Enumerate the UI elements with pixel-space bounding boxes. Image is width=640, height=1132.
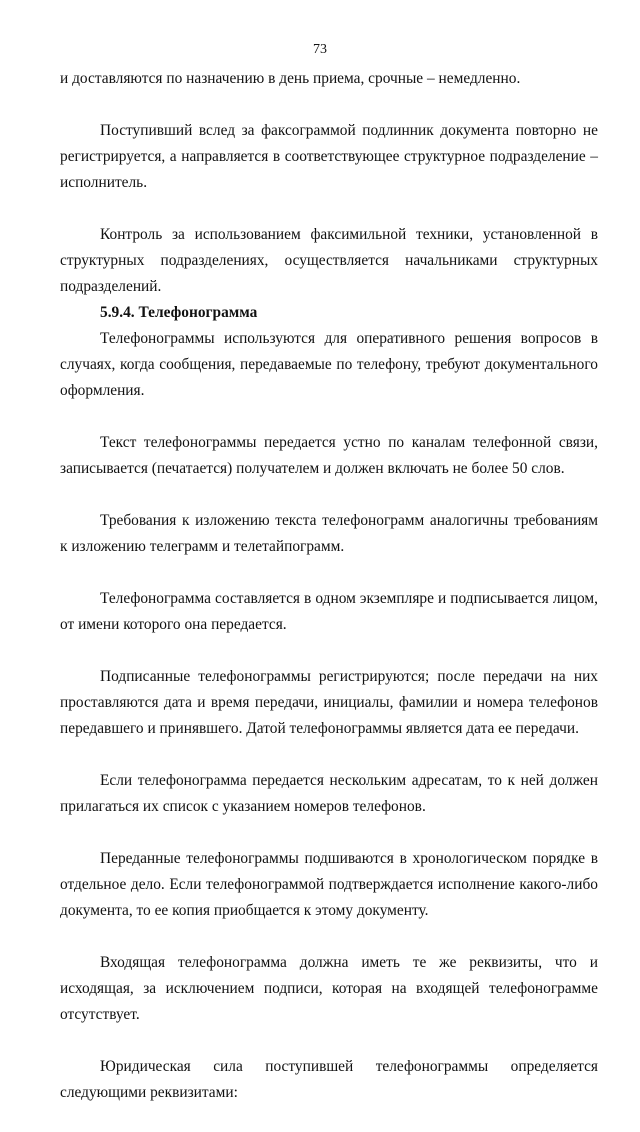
paragraph-original-document: Поступивший вслед за факсограммой подлинник документа повторно не регистрируется, а направляется в соответствующее структурное подразделение – исполнитель.: [60, 122, 598, 191]
paragraph-telephonogram-text: Текст телефонограммы передается устно по каналам телефонной связи, записывается (печатается) получателем и должен включать не более 50 слов.: [60, 434, 598, 477]
paragraph-single-copy: Телефонограмма составляется в одном экземпляре и подписывается лицом, от имени которого она передается.: [60, 590, 598, 633]
paragraph-registration: Подписанные телефонограммы регистрируются; после передачи на них проставляются дата и время передачи, инициалы, фамилии и номера телефонов передавшего и принявшего. Датой телефонограммы является дата ее передачи.: [60, 668, 598, 737]
document-body: [60, 66, 598, 1132]
section-heading: 5.9.4. Телефонограмма: [100, 304, 258, 321]
paragraph-incoming: Входящая телефонограмма должна иметь те же реквизиты, что и исходящая, за исключением подписи, которая на входящей телефонограмме отсутствует.: [60, 954, 598, 1023]
paragraph-continuation: и доставляются по назначению в день приема, срочные – немедленно.: [60, 70, 521, 87]
paragraph-fax-control: Контроль за использованием факсимильной техники, установленной в структурных подразделениях, осуществляется начальниками структурных подразделений.: [60, 226, 598, 295]
paragraph-filing: Переданные телефонограммы подшиваются в хронологическом порядке в отдельное дело. Если телефонограммой подтверждается исполнение какого-либо документа, то ее копия приобщается к этому документу.: [60, 850, 598, 919]
paragraph-text-requirements: Требования к изложению текста телефонограмм аналогичны требованиям к изложению телеграмм и телетайпограмм.: [60, 512, 598, 555]
paragraph-telephonogram-purpose: Телефонограммы используются для оперативного решения вопросов в случаях, когда сообщения, передаваемые по телефону, требуют документального оформления.: [60, 330, 598, 399]
page-number: 73: [313, 42, 327, 57]
paragraph-legal-force: Юридическая сила поступившей телефонограммы определяется следующими реквизитами:: [60, 1058, 598, 1101]
paragraph-multiple-addressees: Если телефонограмма передается нескольким адресатам, то к ней должен прилагаться их список с указанием номеров телефонов.: [60, 772, 598, 815]
